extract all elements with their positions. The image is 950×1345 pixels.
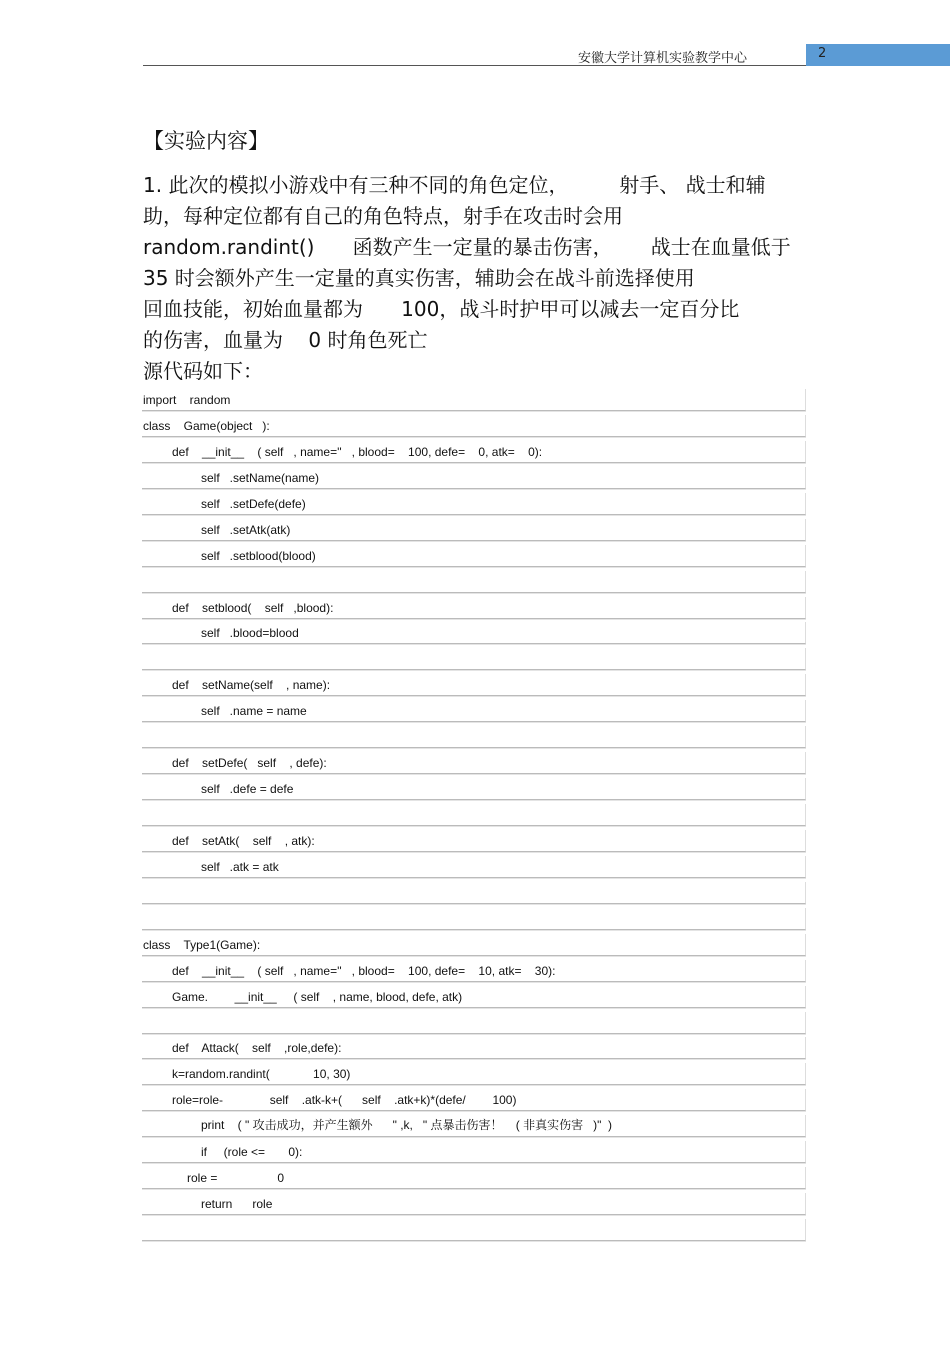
code-line xyxy=(142,830,806,852)
code-line xyxy=(142,934,806,956)
paragraph-line: 的伤害，血量为 0 时角色死亡 xyxy=(143,328,428,352)
section-heading: 【实验内容】 xyxy=(143,129,269,153)
code-line xyxy=(142,1219,806,1241)
code-line-text: self .name = name xyxy=(201,704,307,719)
paragraph-line: 助，每种定位都有自己的角色特点，射手在攻击时会用 xyxy=(143,204,623,228)
code-line xyxy=(142,1012,806,1034)
code-line-text: def __init__ ( self , name='' , blood= 100, defe= 0, atk= 0): xyxy=(172,444,543,459)
code-line-text: if (role <= 0): xyxy=(201,1145,303,1160)
code-line-text: k=random.randint( 10, 30) xyxy=(172,1067,351,1082)
code-line xyxy=(142,752,806,774)
code-line-text: def setAtk( self , atk): xyxy=(172,833,315,848)
code-line-text: self .setblood(blood) xyxy=(201,548,316,563)
code-line xyxy=(142,726,806,748)
code-line xyxy=(142,960,806,982)
paragraph-line: random.randint() 函数产生一定量的暴击伤害， 战士在血量低于 xyxy=(143,235,791,259)
code-line xyxy=(142,778,806,800)
code-line-text: def setDefe( self , defe): xyxy=(172,756,327,771)
code-line xyxy=(142,622,806,644)
code-line-text: class Type1(Game): xyxy=(143,937,261,952)
code-line xyxy=(142,519,806,541)
code-line xyxy=(142,597,806,619)
code-line xyxy=(142,856,806,878)
header-title: 安徽大学计算机实验教学中心 xyxy=(578,51,748,66)
code-line xyxy=(142,493,806,515)
code-line-text: return role xyxy=(201,1197,273,1212)
code-line-text: def setblood( self ,blood): xyxy=(172,600,334,615)
code-line xyxy=(142,804,806,826)
experiment-description xyxy=(143,170,813,387)
page-number: 2 xyxy=(818,46,827,61)
code-line xyxy=(142,700,806,722)
code-line xyxy=(142,1193,806,1215)
code-line-text: role = 0 xyxy=(187,1171,285,1186)
header-rule xyxy=(143,65,806,66)
code-line-text: def Attack( self ,role,defe): xyxy=(172,1041,342,1056)
code-line-text: self .defe = defe xyxy=(201,782,294,797)
code-line xyxy=(142,441,806,463)
code-line-text: def setName(self , name): xyxy=(172,678,331,693)
code-line-text: self .setDefe(defe) xyxy=(201,496,306,511)
code-line-text: print ( " 攻击成功，并产生额外 " ,k, " 点暴击伤害！ ( 非真实伤害 )" ) xyxy=(201,1118,613,1133)
code-line xyxy=(142,1063,806,1085)
source-code-block xyxy=(142,389,806,1245)
code-line-text: self .blood=blood xyxy=(201,626,299,641)
code-line-text: Game. __init__ ( self , name, blood, defe, atk) xyxy=(172,989,463,1004)
code-line xyxy=(142,1089,806,1111)
code-line xyxy=(142,1167,806,1189)
code-line-text: self .atk = atk xyxy=(201,859,279,874)
code-line xyxy=(142,1037,806,1059)
code-line-text: import random xyxy=(143,393,231,407)
code-line xyxy=(142,389,806,411)
code-line xyxy=(142,1141,806,1163)
code-line xyxy=(142,571,806,593)
code-line-text: role=role- self .atk-k+( self .atk+k)*(defe/ 100) xyxy=(172,1093,517,1108)
code-line xyxy=(142,545,806,567)
code-line-text: self .setName(name) xyxy=(201,470,320,485)
code-line xyxy=(142,415,806,437)
code-line-text: class Game(object ): xyxy=(143,418,270,433)
page-number-tab xyxy=(806,44,950,66)
code-line xyxy=(142,648,806,670)
paragraph-line: 1. 此次的模拟小游戏中有三种不同的角色定位， 射手、 战士和辅 xyxy=(143,173,766,197)
code-line xyxy=(142,1115,806,1137)
code-line xyxy=(142,674,806,696)
paragraph-line: 源代码如下： xyxy=(143,359,263,383)
code-line xyxy=(142,467,806,489)
code-line xyxy=(142,986,806,1008)
code-line-text: def __init__ ( self , name='' , blood= 100, defe= 10, atk= 30): xyxy=(172,963,556,978)
paragraph-line: 35 时会额外产生一定量的真实伤害，辅助会在战斗前选择使用 xyxy=(143,266,695,290)
paragraph-line: 回血技能，初始血量都为 100，战斗时护甲可以减去一定百分比 xyxy=(143,297,740,321)
code-line xyxy=(142,908,806,930)
code-line-text: self .setAtk(atk) xyxy=(201,522,291,537)
code-line xyxy=(142,882,806,904)
